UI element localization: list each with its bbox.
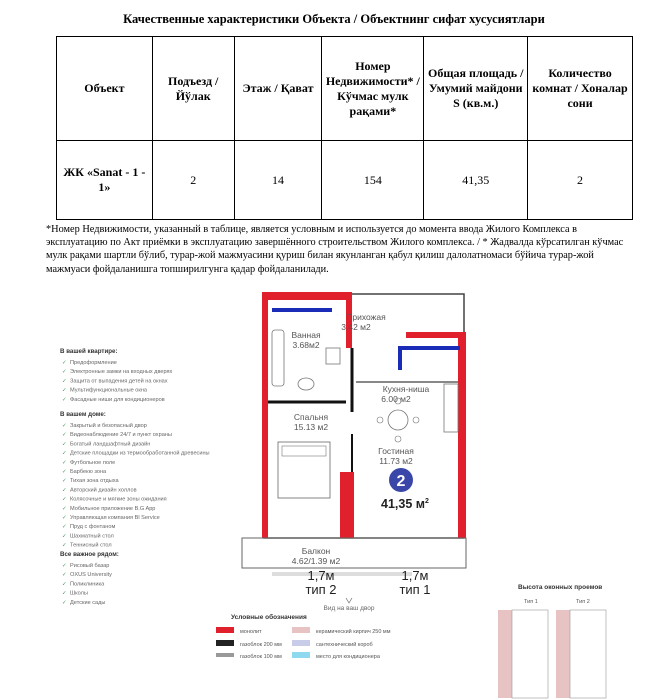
- room-balcony-name: Балкон: [301, 546, 331, 556]
- header-cell: Номер Недвижимости* / Кўчмас мулк рақами*: [322, 37, 424, 141]
- header-cell: Объект: [57, 37, 153, 141]
- check-icon: ✓: [62, 441, 67, 448]
- feature-item: Мультифункциональные окна: [70, 387, 148, 394]
- room-bedroom-area: 15.13 м2: [293, 422, 329, 432]
- feature-item: Предоформление: [70, 360, 117, 366]
- room-living-area: 11.73 м2: [379, 456, 413, 466]
- feature-item: Детские площадки из термообработанной древесины: [70, 450, 210, 457]
- feature-item: Рисовый базар: [70, 563, 110, 569]
- page-title: Качественные характеристики Объекта / Объектнинг сифат хусусиятлари: [123, 12, 545, 26]
- table-cell: 14: [234, 141, 322, 220]
- legend-item: газоблок 200 мм: [240, 642, 282, 648]
- view-label: Вид на ваш двор: [323, 605, 375, 612]
- feature-item: Управляющая компания Bl Service: [70, 515, 160, 521]
- check-icon: ✓: [62, 469, 67, 475]
- table-cell: 41,35: [424, 141, 528, 220]
- check-icon: ✓: [62, 478, 67, 485]
- check-icon: ✓: [62, 459, 67, 466]
- room-balcony-area: 4.62/1.39 м2: [291, 556, 341, 566]
- legend-item: сантехнический короб: [316, 642, 373, 648]
- window-type-1: тип 2: [305, 582, 337, 597]
- features-list: [60, 348, 210, 606]
- room-bedroom-name: Спальня: [293, 412, 329, 422]
- footnote: *Номер Недвижимости, указанный в таблице, является условным и используется до момента ввода Жилого Комплекса в эксплуатацию по Акт приёмки в эксплуатацию завершённого строительством Жилого комплекса. / * Жадвалда кўрсатилган кўчмас мулк рақами шартли бўлиб, турар-жой мажмуасини қуриш билан якунланган қабул қилиш далолатномаси бўйича турар-жой мажмуаси фойдаланишга топширилгунга қадар фойдаланилади.: [46, 224, 624, 275]
- window-height-2: 1,7м: [401, 568, 429, 583]
- room-bathroom-name: Ванная: [291, 330, 321, 340]
- nearby-title: Все важное рядом:: [60, 551, 119, 558]
- feature-item: Пруд с фонтаном: [70, 524, 116, 531]
- table-cell: 2: [528, 141, 633, 220]
- room-hallway-name: Прихожая: [346, 312, 386, 322]
- header-cell: Количество комнат / Хоналар сони: [528, 37, 633, 141]
- feature-item: Фасадные ниши для кондиционеров: [70, 396, 165, 403]
- room-bathroom-area: 3.68м2: [292, 340, 320, 350]
- apartment-features-title: В вашей квартире:: [60, 348, 118, 355]
- feature-item: Мобильное приложение B.G App: [70, 505, 156, 512]
- check-icon: ✓: [62, 423, 67, 429]
- characteristics-table: [56, 36, 633, 220]
- check-icon: ✓: [62, 581, 67, 588]
- feature-item: Богатый ландшафтный дизайн: [70, 441, 151, 448]
- feature-item: Авторский дизайн холлов: [70, 487, 137, 494]
- feature-item: Закрытый и безопасный двор: [70, 423, 147, 429]
- window-heights-title: Высота оконных проемов: [518, 584, 603, 591]
- window-type-2: тип 1: [399, 582, 431, 597]
- check-icon: ✓: [62, 505, 67, 512]
- check-icon: ✓: [62, 378, 67, 385]
- window-type-label: Тип 1: [524, 599, 538, 605]
- legend-title: Условные обозначения: [231, 614, 307, 621]
- apartment-plan: [242, 292, 466, 612]
- header-cell: Общая площадь / Умумий майдони S (кв.м.): [424, 37, 528, 141]
- table-cell: ЖК «Sanat - 1 - 1»: [57, 141, 153, 220]
- feature-item: Колясочные и мягкие зоны ожидания: [70, 496, 167, 503]
- table-cell: 154: [322, 141, 424, 220]
- check-icon: ✓: [62, 515, 67, 521]
- table-header-row: [57, 37, 633, 141]
- legend-item: место для кондиционера: [316, 654, 380, 660]
- check-icon: ✓: [62, 487, 67, 494]
- check-icon: ✓: [62, 450, 67, 457]
- total-area: 41,35 $м^2$: [381, 497, 429, 511]
- check-icon: ✓: [62, 496, 67, 503]
- check-icon: ✓: [62, 369, 67, 376]
- room-living-name: Гостиная: [378, 446, 414, 456]
- header-cell: Подъезд / Йўлак: [152, 37, 234, 141]
- check-icon: ✓: [62, 524, 67, 531]
- check-icon: ✓: [62, 590, 67, 597]
- window-height-1: 1,7м: [307, 568, 335, 583]
- check-icon: ✓: [62, 572, 67, 579]
- legend: [216, 613, 391, 660]
- room-kitchen-name: Кухня-ниша: [382, 384, 430, 394]
- feature-item: Детские сады: [70, 599, 106, 606]
- floor-plan: [46, 292, 636, 700]
- legend-item: монолит: [240, 629, 262, 635]
- table-cell: 2: [152, 141, 234, 220]
- header-cell: Этаж / Қават: [234, 37, 322, 141]
- table-row: [57, 141, 633, 220]
- feature-item: Тихая зона отдыха: [70, 478, 119, 485]
- check-icon: ✓: [62, 432, 67, 439]
- window-type-label: Тип 2: [576, 599, 590, 605]
- feature-item: Футбольное поле: [70, 459, 116, 466]
- feature-item: Школы: [70, 590, 88, 597]
- check-icon: ✓: [62, 396, 67, 403]
- window-heights: [498, 584, 606, 698]
- check-icon: ✓: [62, 533, 67, 540]
- check-icon: ✓: [62, 542, 67, 549]
- check-icon: ✓: [62, 360, 67, 366]
- check-icon: ✓: [62, 387, 67, 394]
- feature-item: Защита от выпадения детей на окнах: [70, 378, 168, 385]
- feature-item: Поликлиника: [70, 581, 105, 588]
- room-hallway-area: 3.42 м2: [341, 322, 371, 332]
- feature-item: Электронные замки на входных дверях: [70, 369, 173, 376]
- legend-item: газоблок 100 мм: [240, 654, 282, 660]
- house-features-title: В вашем доме:: [60, 411, 106, 418]
- feature-item: Теннисный стол: [70, 542, 112, 549]
- rooms-count: 2: [396, 473, 406, 490]
- check-icon: ✓: [62, 599, 67, 606]
- feature-item: Видеонаблюдение 24/7 и пункт охраны: [70, 432, 172, 439]
- legend-item: керамический кирпич 250 мм: [316, 629, 391, 635]
- feature-item: OXUS University: [70, 572, 112, 579]
- room-kitchen-area: 6.00 м2: [381, 394, 411, 404]
- check-icon: ✓: [62, 563, 67, 569]
- feature-item: Шахматный стол: [70, 533, 114, 540]
- feature-item: Барбекю зона: [70, 469, 107, 475]
